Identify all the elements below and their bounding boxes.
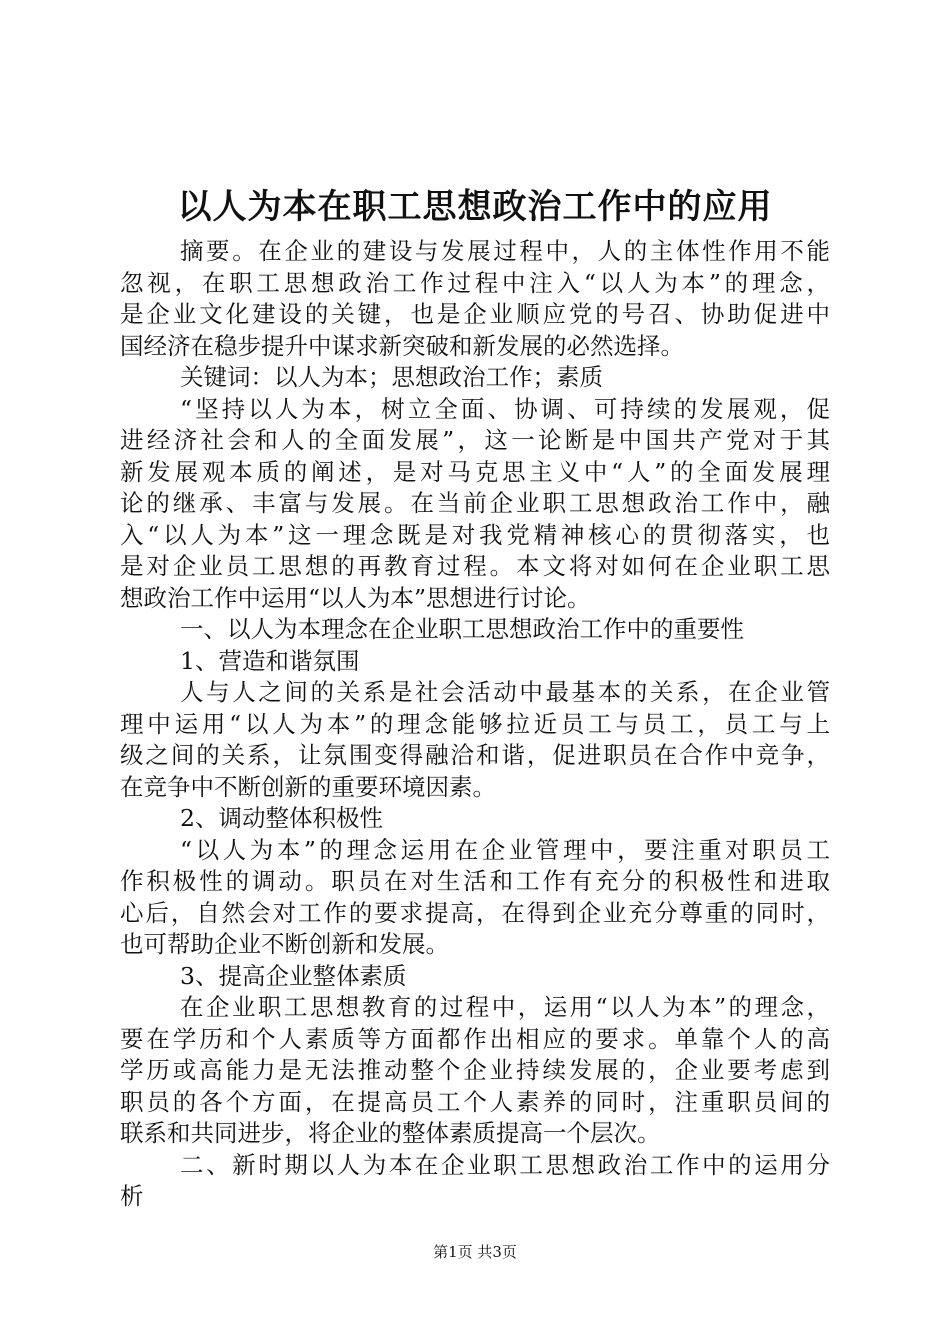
body-line: “坚持以人为本，树立全面、协调、可持续的发展观，促 (180, 395, 830, 423)
section-heading: 一、以人为本理念在企业职工思想政治工作中的重要性 (180, 615, 744, 643)
body-line: 进经济社会和人的全面发展”，这一论断是中国共产党对于其 (120, 426, 830, 454)
body-line: 在企业职工思想教育的过程中，运用“以人为本”的理念， (180, 993, 830, 1021)
body-line: “以人为本”的理念运用在企业管理中，要注重对职员工 (180, 836, 830, 864)
body-line: 想政治工作中运用“以人为本”思想进行讨论。 (120, 584, 591, 612)
subsection-heading: 3、提高企业整体素质 (180, 962, 407, 990)
body-line: 职员的各个方面，在提高员工个人素养的同时，注重职员间的 (120, 1088, 830, 1116)
body-line: 国经济在稳步提升中谋求新突破和新发展的必然选择。 (120, 332, 684, 360)
page-number-footer: 第1页 共3页 (433, 1243, 517, 1261)
body-line: 新发展观本质的阐述，是对马克思主义中“人”的全面发展理 (120, 458, 830, 486)
document-title: 以人为本在职工思想政治工作中的应用 (177, 187, 773, 227)
body-line: 是企业文化建设的关键，也是企业顺应党的号召、协助促进中 (120, 300, 830, 328)
body-line: 心后，自然会对工作的要求提高，在得到企业充分尊重的同时， (120, 899, 830, 927)
body-line: 学历或高能力是无法推动整个企业持续发展的，企业要考虑到 (120, 1056, 830, 1084)
subsection-heading: 2、调动整体积极性 (180, 804, 383, 832)
body-line: 级之间的关系，让氛围变得融洽和谐，促进职员在合作中竞争， (120, 741, 830, 769)
section-heading-continued: 析 (120, 1182, 144, 1210)
section-heading: 二、新时期以人为本在企业职工思想政治工作中的运用分 (180, 1151, 830, 1179)
body-line: 也可帮助企业不断创新和发展。 (120, 930, 449, 958)
body-line: 摘要。在企业的建设与发展过程中，人的主体性作用不能 (180, 237, 830, 265)
body-line: 是对企业员工思想的再教育过程。本文将对如何在企业职工思 (120, 552, 830, 580)
body-line: 论的继承、丰富与发展。在当前企业职工思想政治工作中，融 (120, 489, 830, 517)
keywords-line: 关键词：以人为本；思想政治工作；素质 (180, 363, 603, 391)
body-line: 作积极性的调动。职员在对生活和工作有充分的积极性和进取 (120, 867, 830, 895)
body-line: 联系和共同进步，将企业的整体素质提高一个层次。 (120, 1119, 661, 1147)
body-line: 入“以人为本”这一理念既是对我党精神核心的贯彻落实，也 (120, 521, 830, 549)
subsection-heading: 1、营造和谐氛围 (180, 647, 360, 675)
body-line: 在竞争中不断创新的重要环境因素。 (120, 773, 496, 801)
body-line: 忽视，在职工思想政治工作过程中注入“以人为本”的理念， (120, 269, 830, 297)
body-line: 理中运用“以人为本”的理念能够拉近员工与员工，员工与上 (120, 710, 830, 738)
body-line: 要在学历和个人素质等方面都作出相应的要求。单靠个人的高 (120, 1025, 830, 1053)
body-line: 人与人之间的关系是社会活动中最基本的关系，在企业管 (180, 678, 830, 706)
